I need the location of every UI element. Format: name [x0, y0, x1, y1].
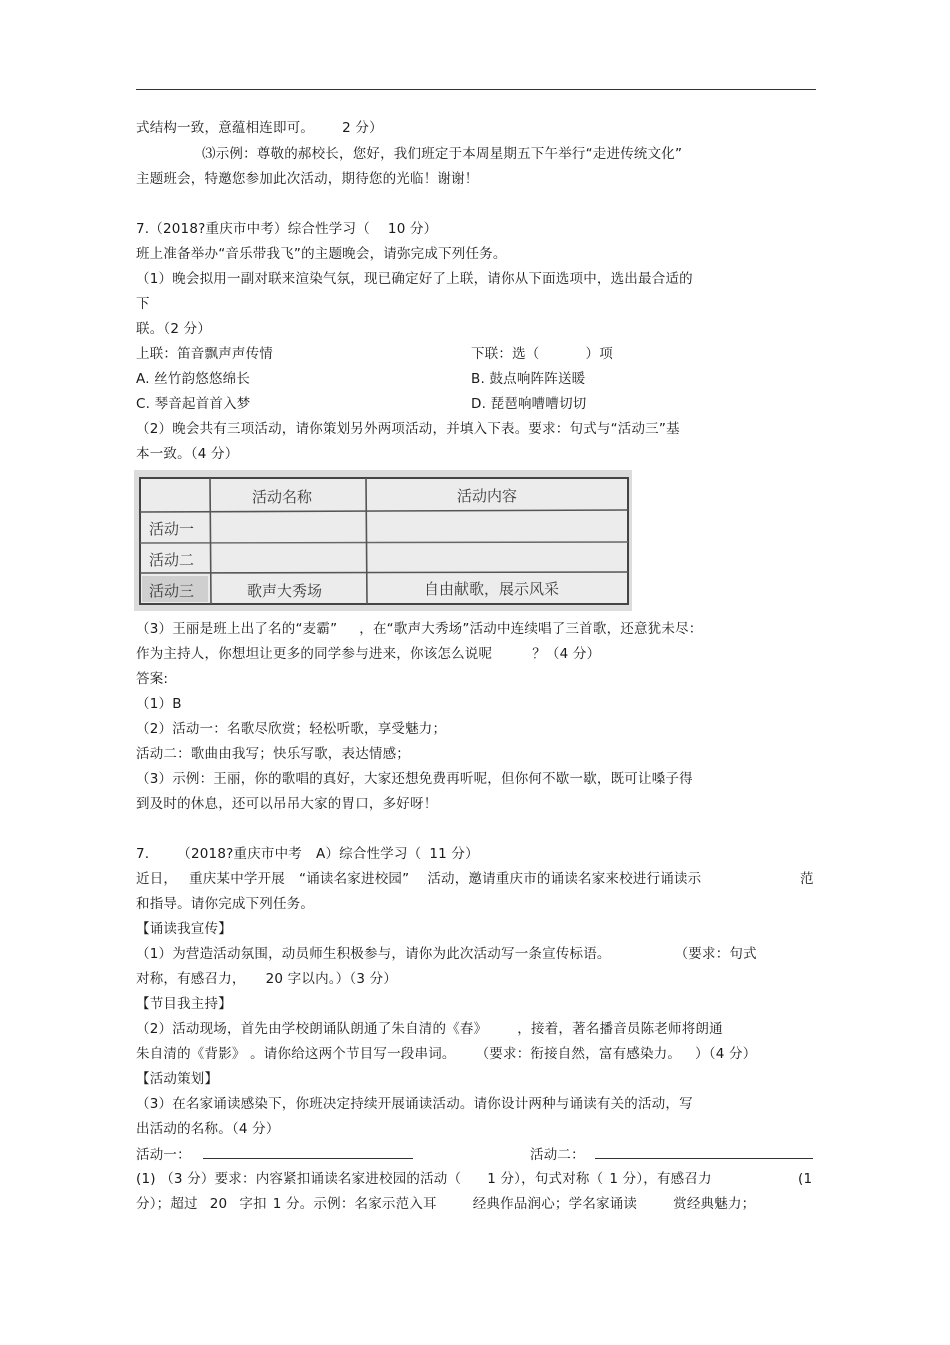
- text-line: 到及时的休息，还可以吊吊大家的胃口，多好呀！: [136, 796, 438, 812]
- text-line: （1）B: [136, 696, 182, 712]
- text-line: （2）活动现场，首先由学校朗诵队朗通了朱自清的《春》 ，接着，著名播音员陈老师将朗通: [136, 1021, 723, 1037]
- fill-in-blank[interactable]: [595, 1145, 813, 1159]
- text-line: 朱自清的《背影》 。请你给这两个节目写一段串词。 （要求：衔接自然，富有感染力。 ）（4 分）: [136, 1046, 757, 1062]
- text-line: ⑶示例：尊敬的郝校长，您好，我们班定于本周星期五下午举行“走进传统文化”: [202, 146, 683, 162]
- text-line: 式结构一致，意蕴相连即可。 2 分）: [136, 120, 383, 136]
- text-line: 出活动的名称。（4 分）: [136, 1121, 280, 1137]
- question-heading: 7. （2018?重庆市中考 A）综合性学习（ 11 分）: [136, 846, 479, 862]
- text-line: 对称，有感召力， 20 字以内。）（3 分）: [136, 971, 398, 987]
- table-row-label: 活动一: [149, 520, 195, 538]
- text-line: （1）晚会拟用一副对联来渲染气氛，现已确定好了上联，请你从下面选项中，选出最合适的: [136, 271, 693, 287]
- answer-label: 答案:: [136, 671, 169, 687]
- fill-in-blank[interactable]: [203, 1145, 413, 1159]
- table-cell-content: 自由献歌，展示风采: [424, 580, 560, 598]
- text-line: 主题班会，特邀您参加此次活动，期待您的光临！谢谢！: [136, 171, 479, 187]
- text-line: (1) （3 分）要求：内容紧扣诵读名家进校园的活动（ 1 分），句式对称（ 1 分），有感召力: [136, 1171, 712, 1187]
- activity-table-scan: [134, 470, 632, 611]
- text-line: （3）王丽是班上出了名的“麦霸” ，在“歌声大秀场”活动中连续唱了三首歌，还意犹未尽：: [136, 621, 703, 637]
- text-line: 班上准备举办“音乐带我飞”的主题晚会，请弥完成下列任务。: [136, 246, 507, 262]
- couplet-upper: 上联：笛音飘声声传情: [136, 346, 273, 362]
- text-line: (1: [798, 1171, 813, 1187]
- header-rule: [136, 89, 816, 90]
- activity-one-blank: 活动一：: [136, 1145, 413, 1164]
- option-b: B. 鼓点响阵阵送暖: [471, 371, 586, 387]
- activity-two-blank: 活动二：: [530, 1145, 813, 1164]
- text-line: （1）为营造活动氛围，动员师生积极参与，请你为此次活动写一条宣传标语。 （要求：句式: [136, 946, 757, 962]
- section-heading: 【诵读我宣传】: [136, 921, 232, 937]
- text-line: 本一致。（4 分）: [136, 446, 239, 462]
- text-line: （3）在名家诵读感染下，你班决定持续开展诵读活动。请你设计两种与诵读有关的活动，写: [136, 1096, 693, 1112]
- text-line: 联。（2 分）: [136, 321, 212, 337]
- section-heading: 【活动策划】: [136, 1071, 219, 1087]
- question-heading: 7.（2018?重庆市中考）综合性学习（ 10 分）: [136, 221, 438, 237]
- text-line: 和指导。请你完成下列任务。: [136, 896, 315, 912]
- text-line: 分）；超过 20 字扣 1 分。示例：名家示范入耳 经典作品润心；学名家诵读 赏经典魅力；: [136, 1196, 756, 1212]
- table-header-content: 活动内容: [457, 487, 518, 505]
- text-line: 近日， 重庆某中学开展 “诵读名家进校园” 活动，邀请重庆市的诵读名家来校进行诵读示: [136, 871, 702, 887]
- section-heading: 【节目我主持】: [136, 996, 232, 1012]
- table-row-label: 活动三: [149, 582, 195, 600]
- text-line: 活动二：歌曲由我写；快乐写歌，表达情感；: [136, 746, 410, 762]
- text-line: （3）示例：王丽，你的歌唱的真好，大家还想免费再听呢，但你何不歇一歇，既可让嗓子得: [136, 771, 693, 787]
- text-line: 作为主持人，你想坦让更多的同学参与进来，你该怎么说呢 ？（4 分）: [136, 646, 601, 662]
- option-c: C. 琴音起首首入梦: [136, 396, 251, 412]
- table-cell-name: 歌声大秀场: [247, 582, 323, 600]
- text-line: 下: [136, 296, 150, 312]
- option-d: D. 琵琶响嘈嘈切切: [471, 396, 587, 412]
- table-row-label: 活动二: [149, 551, 195, 569]
- text-line: 范: [800, 871, 814, 887]
- option-a: A. 丝竹韵悠悠绵长: [136, 371, 251, 387]
- text-line: （2）活动一：名歌尽欣赏；轻松听歌，享受魅力；: [136, 721, 447, 737]
- text-line: （2）晚会共有三项活动，请你策划另外两项活动，并填入下表。要求：句式与“活动三”基: [136, 421, 680, 437]
- table-header-name: 活动名称: [252, 488, 313, 506]
- couplet-lower-answer: 下联：选（ ）项: [471, 346, 613, 362]
